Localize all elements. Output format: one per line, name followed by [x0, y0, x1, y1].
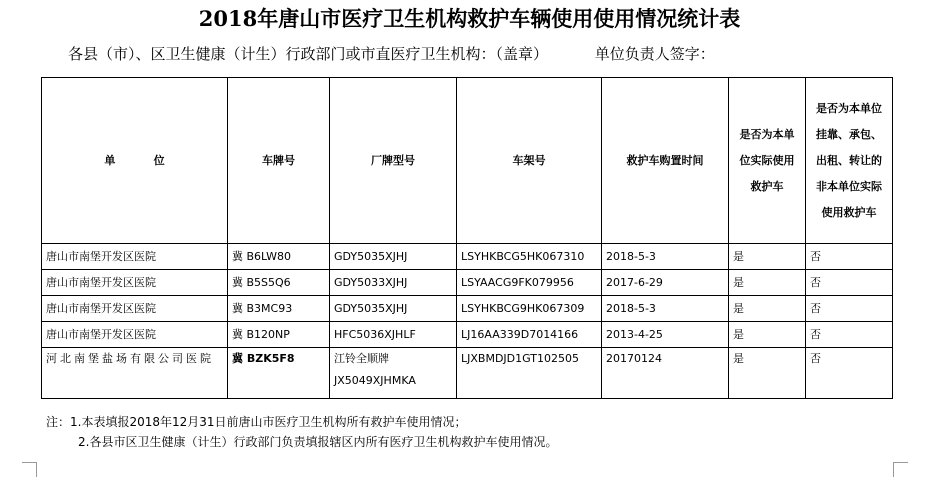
notes-block [46, 412, 557, 452]
cell-not-own: 否 [806, 270, 893, 296]
ambulance-table [41, 77, 893, 399]
header-not-own: 是否为本单位挂靠、承包、出租、转让的非本单位实际使用救护车 [806, 78, 893, 244]
page-corner-mark-right [893, 462, 908, 477]
cell-unit: 唐山市南堡开发区医院 [42, 270, 228, 296]
header-model: 厂牌型号 [330, 78, 457, 244]
cell-vin: LJ16AA339D7014166 [457, 322, 602, 348]
cell-not-own: 否 [806, 244, 893, 270]
cell-vin: LSYHKBCG9HK067309 [457, 296, 602, 322]
document-title: 2018年唐山市医疗卫生机构救护车辆使用使用情况统计表 [198, 6, 741, 31]
header-plate: 车牌号 [228, 78, 330, 244]
table-header-row [42, 78, 893, 244]
cell-model: HFC5036XJHLF [330, 322, 457, 348]
cell-in-use: 是 [729, 296, 806, 322]
cell-unit: 唐山市南堡开发区医院 [42, 244, 228, 270]
header-vin: 车架号 [457, 78, 602, 244]
cell-purchase-time: 20170124 [602, 348, 729, 399]
cell-not-own: 否 [806, 348, 893, 399]
table-row [42, 244, 893, 270]
cell-unit: 河北南堡盐场有限公司医院 [42, 348, 228, 399]
cell-plate: 冀 B6LW80 [228, 244, 330, 270]
note-2: 2.各县市区卫生健康（计生）行政部门负责填报辖区内所有医疗卫生机构救护车使用情况。 [78, 435, 558, 449]
cell-purchase-time: 2013-4-25 [602, 322, 729, 348]
cell-in-use: 是 [729, 348, 806, 399]
cell-unit: 唐山市南堡开发区医院 [42, 322, 228, 348]
cell-not-own: 否 [806, 322, 893, 348]
cell-purchase-time: 2018-5-3 [602, 296, 729, 322]
header-purchase-time: 救护车购置时间 [602, 78, 729, 244]
cell-not-own: 否 [806, 296, 893, 322]
cell-model: GDY5035XJHJ [330, 244, 457, 270]
cell-plate: 冀 B5S5Q6 [228, 270, 330, 296]
page-corner-mark-left [22, 462, 37, 477]
table-row [42, 322, 893, 348]
cell-in-use: 是 [729, 244, 806, 270]
cell-vin: LSYHKBCG5HK067310 [457, 244, 602, 270]
cell-model: GDY5035XJHJ [330, 296, 457, 322]
header-in-use: 是否为本单位实际使用救护车 [729, 78, 806, 244]
cell-plate: 冀 B3MC93 [228, 296, 330, 322]
subtitle-stamp-label: 各县（市）、区卫生健康（计生）行政部门或市直医疗卫生机构：（盖章） [68, 45, 549, 63]
table-row [42, 296, 893, 322]
cell-plate: 冀 B120NP [228, 322, 330, 348]
cell-purchase-time: 2018-5-3 [602, 244, 729, 270]
subtitle-signature-label: 单位负责人签字： [594, 45, 715, 63]
cell-vin: LSYAACG9FK079956 [457, 270, 602, 296]
table-row [42, 348, 893, 399]
cell-plate: 冀 BZK5F8 [228, 348, 330, 399]
cell-in-use: 是 [729, 322, 806, 348]
cell-purchase-time: 2017-6-29 [602, 270, 729, 296]
cell-unit: 唐山市南堡开发区医院 [42, 296, 228, 322]
cell-in-use: 是 [729, 270, 806, 296]
note-1: 注：1.本表填报2018年12月31日前唐山市医疗卫生机构所有救护车使用情况； [46, 415, 467, 429]
header-unit: 单 位 [42, 78, 228, 244]
table-row [42, 270, 893, 296]
subtitle-line [68, 44, 715, 64]
cell-vin: LJXBMDJD1GT102505 [457, 348, 602, 399]
cell-model: 江铃全顺牌 JX5049XJHMKA [330, 348, 457, 399]
cell-model: GDY5033XJHJ [330, 270, 457, 296]
